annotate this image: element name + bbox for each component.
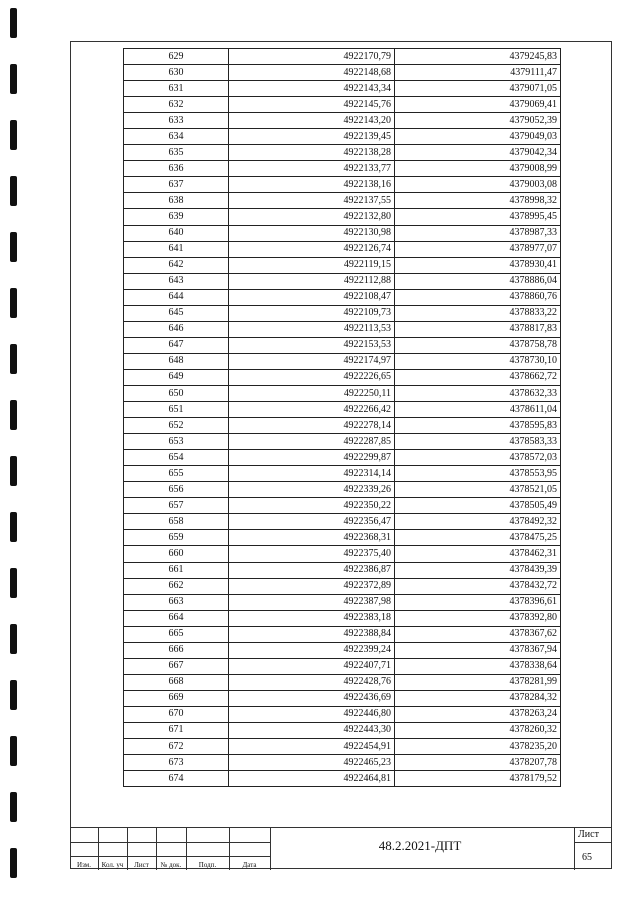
coord-x: 4922226,65: [229, 369, 395, 385]
coord-y: 4378730,10: [395, 353, 561, 369]
coord-y: 4378758,78: [395, 337, 561, 353]
coord-x: 4922314,14: [229, 466, 395, 482]
point-number: 645: [124, 305, 229, 321]
coord-y: 4379111,47: [395, 65, 561, 81]
coord-y: 4378930,41: [395, 257, 561, 273]
coord-x: 4922299,87: [229, 450, 395, 466]
coord-y: 4379071,05: [395, 81, 561, 97]
stamp-label-izm: Изм.: [77, 861, 91, 869]
coord-y: 4378179,52: [395, 771, 561, 787]
coord-x: 4922350,22: [229, 498, 395, 514]
binding-hole: [10, 8, 17, 38]
point-number: 664: [124, 610, 229, 626]
coord-y: 4378284,32: [395, 690, 561, 706]
point-number: 649: [124, 369, 229, 385]
table-row: [124, 642, 561, 658]
table-row: [124, 402, 561, 418]
point-number: 657: [124, 498, 229, 514]
point-number: 636: [124, 161, 229, 177]
binding-hole: [10, 400, 17, 430]
coord-y: 4378475,25: [395, 530, 561, 546]
coord-x: 4922112,88: [229, 273, 395, 289]
table-row: [124, 321, 561, 337]
coord-x: 4922130,98: [229, 225, 395, 241]
coord-y: 4378281,99: [395, 674, 561, 690]
point-number: 638: [124, 193, 229, 209]
binding-hole: [10, 512, 17, 542]
binding-hole: [10, 288, 17, 318]
table-row: [124, 49, 561, 65]
point-number: 644: [124, 289, 229, 305]
coord-y: 4378987,33: [395, 225, 561, 241]
table-row: [124, 385, 561, 401]
title-block: [70, 827, 612, 869]
coord-x: 4922399,24: [229, 642, 395, 658]
point-number: 651: [124, 402, 229, 418]
coord-y: 4378860,76: [395, 289, 561, 305]
coord-x: 4922383,18: [229, 610, 395, 626]
point-number: 634: [124, 129, 229, 145]
coord-y: 4378998,32: [395, 193, 561, 209]
point-number: 639: [124, 209, 229, 225]
point-number: 635: [124, 145, 229, 161]
binding-hole: [10, 344, 17, 374]
point-number: 656: [124, 482, 229, 498]
table-row: [124, 610, 561, 626]
coord-x: 4922133,77: [229, 161, 395, 177]
point-number: 646: [124, 321, 229, 337]
point-number: 640: [124, 225, 229, 241]
table-row: [124, 755, 561, 771]
coord-x: 4922386,87: [229, 562, 395, 578]
coord-y: 4379008,99: [395, 161, 561, 177]
coord-y: 4378611,04: [395, 402, 561, 418]
coord-x: 4922464,81: [229, 771, 395, 787]
table-row: [124, 562, 561, 578]
coord-y: 4378235,20: [395, 739, 561, 755]
coord-y: 4379069,41: [395, 97, 561, 113]
point-number: 670: [124, 706, 229, 722]
coord-y: 4378553,95: [395, 466, 561, 482]
binding-hole: [10, 176, 17, 206]
point-number: 654: [124, 450, 229, 466]
point-number: 642: [124, 257, 229, 273]
point-number: 660: [124, 546, 229, 562]
coord-y: 4378833,22: [395, 305, 561, 321]
table-row: [124, 498, 561, 514]
point-number: 629: [124, 49, 229, 65]
point-number: 666: [124, 642, 229, 658]
table-row: [124, 305, 561, 321]
table-row: [124, 337, 561, 353]
binding-hole: [10, 64, 17, 94]
table-row: [124, 674, 561, 690]
binding-hole: [10, 792, 17, 822]
coord-x: 4922109,73: [229, 305, 395, 321]
point-number: 647: [124, 337, 229, 353]
coord-x: 4922287,85: [229, 434, 395, 450]
coord-y: 4378260,32: [395, 722, 561, 738]
coord-y: 4379042,34: [395, 145, 561, 161]
coord-y: 4378462,31: [395, 546, 561, 562]
coord-x: 4922428,76: [229, 674, 395, 690]
binding-hole: [10, 736, 17, 766]
stamp-label-podp: Подп.: [198, 861, 217, 869]
point-number: 674: [124, 771, 229, 787]
table-row: [124, 225, 561, 241]
table-row: [124, 289, 561, 305]
table-row: [124, 530, 561, 546]
table-row: [124, 113, 561, 129]
table-row: [124, 418, 561, 434]
coord-x: 4922113,53: [229, 321, 395, 337]
table-row: [124, 626, 561, 642]
point-number: 663: [124, 594, 229, 610]
sheet-number: 65: [582, 852, 592, 863]
table-row: [124, 466, 561, 482]
coord-x: 4922387,98: [229, 594, 395, 610]
table-row: [124, 65, 561, 81]
coord-y: 4378521,05: [395, 482, 561, 498]
sheet-label: Лист: [578, 829, 599, 840]
coord-y: 4378977,07: [395, 241, 561, 257]
binding-holes: [0, 0, 40, 905]
binding-hole: [10, 680, 17, 710]
table-row: [124, 81, 561, 97]
point-number: 630: [124, 65, 229, 81]
table-row: [124, 241, 561, 257]
coord-y: 4379245,83: [395, 49, 561, 65]
coord-x: 4922372,89: [229, 578, 395, 594]
point-number: 631: [124, 81, 229, 97]
coord-x: 4922443,30: [229, 722, 395, 738]
coord-x: 4922407,71: [229, 658, 395, 674]
point-number: 650: [124, 385, 229, 401]
point-number: 641: [124, 241, 229, 257]
binding-hole: [10, 848, 17, 878]
coord-y: 4379052,39: [395, 113, 561, 129]
coord-x: 4922108,47: [229, 289, 395, 305]
table-row: [124, 353, 561, 369]
stamp-label-data: Дата: [242, 861, 257, 869]
table-row: [124, 129, 561, 145]
coord-x: 4922266,42: [229, 402, 395, 418]
point-number: 665: [124, 626, 229, 642]
coord-x: 4922278,14: [229, 418, 395, 434]
table-row: [124, 514, 561, 530]
coord-y: 4378595,83: [395, 418, 561, 434]
coord-y: 4378492,32: [395, 514, 561, 530]
point-number: 633: [124, 113, 229, 129]
coord-y: 4378632,33: [395, 385, 561, 401]
table-row: [124, 369, 561, 385]
coord-x: 4922170,79: [229, 49, 395, 65]
coord-x: 4922368,31: [229, 530, 395, 546]
coord-x: 4922145,76: [229, 97, 395, 113]
table-row: [124, 706, 561, 722]
coord-x: 4922465,23: [229, 755, 395, 771]
point-number: 671: [124, 722, 229, 738]
stamp-label-doc-no: № док.: [160, 861, 182, 869]
table-row: [124, 273, 561, 289]
coord-x: 4922138,16: [229, 177, 395, 193]
point-number: 652: [124, 418, 229, 434]
point-number: 668: [124, 674, 229, 690]
coord-y: 4378432,72: [395, 578, 561, 594]
coord-x: 4922153,53: [229, 337, 395, 353]
binding-hole: [10, 568, 17, 598]
table-row: [124, 594, 561, 610]
point-number: 653: [124, 434, 229, 450]
stamp-label-list: Лист: [134, 861, 149, 869]
stamp-label-kol-uch: Кол. уч: [101, 861, 124, 869]
table-row: [124, 450, 561, 466]
coord-x: 4922139,45: [229, 129, 395, 145]
coord-y: 4378886,04: [395, 273, 561, 289]
binding-hole: [10, 120, 17, 150]
table-row: [124, 722, 561, 738]
coord-x: 4922375,40: [229, 546, 395, 562]
table-row: [124, 739, 561, 755]
table-row: [124, 771, 561, 787]
point-number: 632: [124, 97, 229, 113]
coord-y: 4378995,45: [395, 209, 561, 225]
point-number: 648: [124, 353, 229, 369]
coord-x: 4922148,68: [229, 65, 395, 81]
coord-y: 4378367,94: [395, 642, 561, 658]
point-number: 667: [124, 658, 229, 674]
point-number: 669: [124, 690, 229, 706]
coord-x: 4922446,80: [229, 706, 395, 722]
table-row: [124, 177, 561, 193]
coord-x: 4922137,55: [229, 193, 395, 209]
coord-y: 4378367,62: [395, 626, 561, 642]
coord-y: 4378505,49: [395, 498, 561, 514]
coord-y: 4379003,08: [395, 177, 561, 193]
coord-x: 4922454,91: [229, 739, 395, 755]
point-number: 637: [124, 177, 229, 193]
point-number: 672: [124, 739, 229, 755]
coord-y: 4378263,24: [395, 706, 561, 722]
point-number: 662: [124, 578, 229, 594]
coord-y: 4378662,72: [395, 369, 561, 385]
coord-y: 4378392,80: [395, 610, 561, 626]
point-number: 661: [124, 562, 229, 578]
table-row: [124, 257, 561, 273]
coord-y: 4378439,39: [395, 562, 561, 578]
table-row: [124, 145, 561, 161]
point-number: 643: [124, 273, 229, 289]
coord-y: 4379049,03: [395, 129, 561, 145]
table-row: [124, 193, 561, 209]
coord-x: 4922143,34: [229, 81, 395, 97]
coord-x: 4922126,74: [229, 241, 395, 257]
table-row: [124, 161, 561, 177]
coord-x: 4922339,26: [229, 482, 395, 498]
coord-y: 4378207,78: [395, 755, 561, 771]
binding-hole: [10, 232, 17, 262]
coord-y: 4378583,33: [395, 434, 561, 450]
coord-x: 4922174,97: [229, 353, 395, 369]
table-row: [124, 690, 561, 706]
table-row: [124, 658, 561, 674]
point-number: 659: [124, 530, 229, 546]
point-number: 658: [124, 514, 229, 530]
table-row: [124, 578, 561, 594]
coord-x: 4922436,69: [229, 690, 395, 706]
document-code: 48.2.2021-ДПТ: [378, 838, 462, 853]
coord-x: 4922143,20: [229, 113, 395, 129]
coordinates-table: [123, 48, 561, 787]
table-row: [124, 209, 561, 225]
point-number: 673: [124, 755, 229, 771]
coord-x: 4922138,28: [229, 145, 395, 161]
table-row: [124, 482, 561, 498]
table-row: [124, 546, 561, 562]
coord-x: 4922250,11: [229, 385, 395, 401]
coord-x: 4922119,15: [229, 257, 395, 273]
coord-y: 4378572,03: [395, 450, 561, 466]
table-row: [124, 97, 561, 113]
coord-x: 4922388,84: [229, 626, 395, 642]
coord-x: 4922356,47: [229, 514, 395, 530]
point-number: 655: [124, 466, 229, 482]
coord-x: 4922132,80: [229, 209, 395, 225]
binding-hole: [10, 456, 17, 486]
coord-y: 4378396,61: [395, 594, 561, 610]
table-row: [124, 434, 561, 450]
coord-y: 4378338,64: [395, 658, 561, 674]
coord-y: 4378817,83: [395, 321, 561, 337]
binding-hole: [10, 624, 17, 654]
